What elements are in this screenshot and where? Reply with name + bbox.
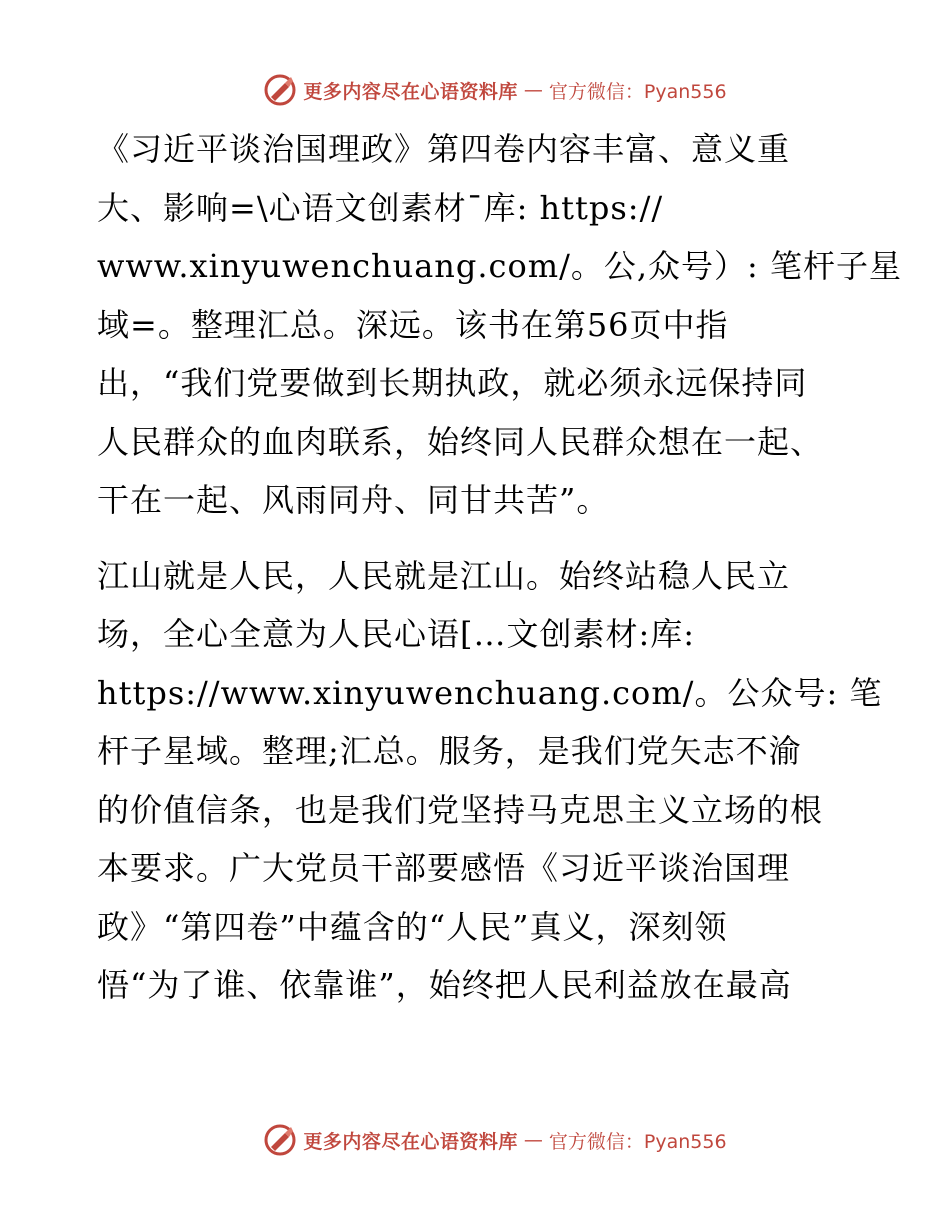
text-line: https://www.xinyuwenchuang.com/。公众号: 笔	[97, 673, 883, 712]
text-line: 《习近平谈治国理政》第四卷内容丰富、意义重	[97, 130, 791, 168]
text-line: 悟“为了谁、依靠谁”，始终把人民利益放在最高	[97, 966, 792, 1004]
banner-wechat: 官方微信：Pyan556	[548, 1130, 727, 1153]
paragraph-1	[97, 120, 902, 530]
banner-separator: —	[523, 79, 543, 101]
banner-title: 更多内容尽在心语资料库	[303, 80, 518, 103]
footer-banner-content	[263, 1123, 726, 1157]
banner-separator: —	[523, 1129, 543, 1151]
text-line: 杆子星域。整理;汇总。服务，是我们党矢志不渝	[97, 732, 802, 770]
header-banner-content	[263, 73, 726, 107]
text-line: 政》“第四卷”中蕴含的“人民”真义，深刻领	[97, 907, 728, 946]
banner-title: 更多内容尽在心语资料库	[303, 1130, 518, 1153]
text-line: www.xinyuwenchuang.com/。公,众号）: 笔杆子星	[97, 247, 902, 285]
pen-circle-logo-icon	[263, 73, 297, 107]
text-line: 大、影响=\心语文创素材¯库: https://	[97, 188, 664, 227]
text-line: 本要求。广大党员干部要感悟《习近平谈治国理	[97, 849, 791, 887]
document-body	[97, 120, 902, 1015]
text-line: 出，“我们党要做到长期执政，就必须永远保持同	[97, 364, 808, 402]
text-line: 域=。整理汇总。深远。该书在第56页中指	[97, 305, 729, 344]
text-line: 干在一起、风雨同舟、同甘共苦”。	[97, 481, 610, 519]
paragraph-gap	[97, 530, 857, 547]
text-line: 场，全心全意为人民心语[…文创素材:库:	[97, 615, 696, 653]
pen-circle-logo-icon	[263, 1123, 297, 1157]
text-line: 人民群众的血肉联系，始终同人民群众想在一起、	[97, 422, 824, 461]
header-banner	[0, 70, 950, 110]
text-line: 的价值信条，也是我们党坚持马克思主义立场的根	[97, 790, 824, 829]
banner-wechat: 官方微信：Pyan556	[548, 80, 727, 103]
paragraph-2	[97, 547, 883, 1015]
text-line: 江山就是人民，人民就是江山。始终站稳人民立	[97, 556, 791, 595]
footer-banner	[0, 1120, 950, 1160]
